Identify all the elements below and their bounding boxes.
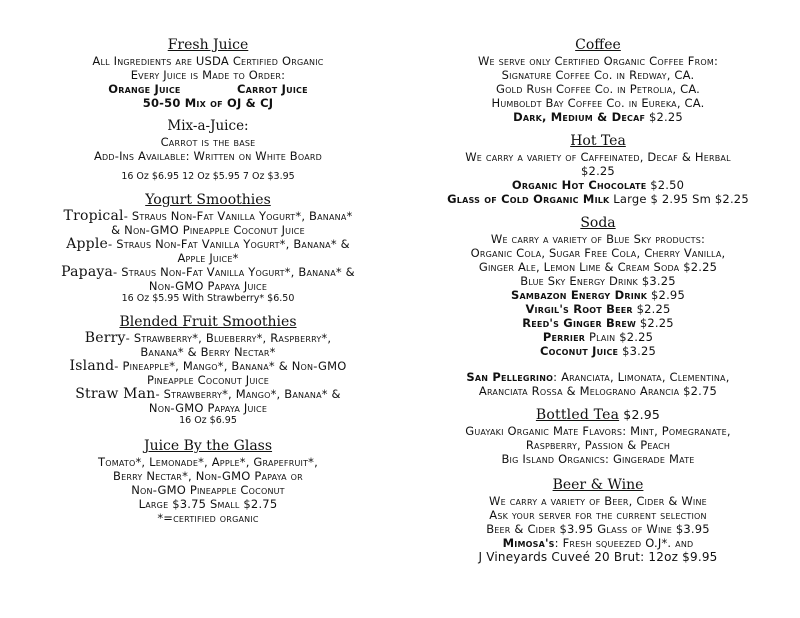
mix-a-juice-line: Add-Ins Available: Written on White Board — [93, 149, 323, 163]
coffee-line: We serve only Certified Organic Coffee From: — [477, 54, 719, 68]
smoothie-item — [8, 265, 408, 279]
smoothie-desc: - Straus Non-Fat Vanilla Yogurt*, Banana* — [123, 209, 353, 223]
mimosa-label: Mimosa's — [502, 536, 555, 550]
juice-by-glass-title: Juice By the Glass — [143, 438, 273, 454]
cold-milk-price: Large $ 2.95 Sm $2.25 — [609, 192, 749, 206]
brut-line: J Vineyards Cuveé 20 Brut: 12oz $9.95 — [478, 550, 718, 564]
beer-wine-title: Beer & Wine — [552, 477, 644, 493]
carrot-juice: Carrot Juice — [237, 82, 308, 96]
smoothie-name: Apple — [66, 236, 108, 252]
coffee-sizes-label: Dark, Medium & Decaf — [513, 110, 646, 124]
pellegrino-line: Aranciata Rossa & Melograno Arancia $2.75 — [478, 384, 718, 398]
smoothie-desc: - Straus Non-Fat Vanilla Yogurt*, Banana* & — [113, 265, 355, 279]
smoothie-name: Island — [69, 358, 115, 374]
coffee-price: $2.25 — [645, 110, 683, 124]
juice-glass-line: Non-GMO Pineapple Coconut — [131, 483, 285, 497]
coffee-line: Humboldt Bay Coffee Co. in Eureka, CA. — [491, 96, 705, 110]
hot-chocolate — [402, 178, 794, 192]
mix-a-juice-line: Carrot is the base — [160, 135, 256, 149]
soda-line: Blue Sky Energy Drink $3.25 — [520, 274, 676, 288]
bottled-tea-line: Guayaki Organic Mate Flavors: Mint, Pomegranate, — [465, 424, 731, 438]
smoothie-item — [8, 331, 408, 345]
yogurt-prices: 16 Oz $5.95 With Strawberry* $6.50 — [121, 293, 295, 304]
smoothie-desc-line: Pineapple Coconut Juice — [146, 373, 270, 387]
smoothie-name: Tropical — [63, 208, 124, 224]
blended-smoothies-title: Blended Fruit Smoothies — [119, 314, 297, 330]
soda-item — [402, 302, 794, 316]
soda-item-name: Perrier — [542, 330, 586, 344]
left-column — [8, 36, 408, 525]
hot-chocolate-price: $2.50 — [646, 178, 685, 192]
soda-item — [402, 330, 794, 344]
pellegrino-label: San Pellegrino — [466, 370, 554, 384]
smoothie-desc-line: Apple Juice* — [177, 251, 239, 265]
mix-a-juice-title: Mix-a-Juice: — [167, 118, 249, 134]
juice-glass-prices: Large $3.75 Small $2.75 — [138, 497, 278, 511]
coffee-line: Gold Rush Coffee Co. in Petrolia, CA. — [495, 82, 701, 96]
cold-milk — [402, 192, 794, 206]
soda-item-name: Sambazon Energy Drink — [511, 288, 648, 302]
smoothie-name: Berry — [84, 330, 126, 346]
soda-item-price: $3.25 — [618, 344, 657, 358]
bottled-tea-line: Big Island Organics: Gingerade Mate — [501, 452, 695, 466]
blended-prices: 16 Oz $6.95 — [179, 415, 237, 426]
coffee-line: Signature Coffee Co. in Redway, CA. — [501, 68, 695, 82]
smoothie-item — [8, 209, 408, 223]
smoothie-name: Papaya — [61, 264, 114, 280]
soda-item-price: $2.95 — [647, 288, 685, 302]
coffee-title: Coffee — [575, 37, 621, 53]
bottled-tea-line: Raspberry, Passion & Peach — [525, 438, 671, 452]
mimosa-desc: : Fresh squeezed O.J*. and — [554, 536, 694, 550]
beer-wine-line: We carry a variety of Beer, Cider & Wine — [489, 494, 707, 508]
smoothie-item — [8, 387, 408, 401]
soda-line: We carry a variety of Blue Sky products: — [490, 232, 706, 246]
fresh-juice-line: All Ingredients are USDA Certified Organic — [92, 54, 324, 68]
juice-glass-line: Berry Nectar*, Non-GMO Papaya or — [113, 469, 303, 483]
soda-line: Organic Cola, Sugar Free Cola, Cherry Vanilla, — [470, 246, 726, 260]
pellegrino-flavors: : Aranciata, Limonata, Clementina, — [553, 370, 730, 384]
smoothie-desc-line: Non-GMO Papaya Juice — [148, 279, 268, 293]
organic-footnote: *=certified organic — [157, 511, 259, 525]
smoothie-name: Straw Man — [75, 386, 156, 402]
bottled-tea-price: $2.95 — [619, 407, 661, 422]
smoothie-desc: - Strawberry*, Blueberry*, Raspberry*, — [125, 331, 332, 345]
smoothie-desc: - Straus Non-Fat Vanilla Yogurt*, Banana* & — [108, 237, 350, 251]
soda-item-name: Virgil's Root Beer — [525, 302, 633, 316]
soda-item-name: Reed's Ginger Brew — [522, 316, 637, 330]
cold-milk-label: Glass of Cold Organic Milk — [447, 192, 610, 206]
smoothie-desc: - Strawberry*, Mango*, Banana* & — [155, 387, 341, 401]
soda-item-name: Coconut Juice — [539, 344, 619, 358]
yogurt-smoothies-title: Yogurt Smoothies — [145, 192, 271, 208]
soda-item-price: $2.25 — [636, 316, 674, 330]
soda-line: Ginger Ale, Lemon Lime & Cream Soda $2.25 — [478, 260, 718, 274]
right-column — [402, 36, 794, 564]
smoothie-desc-line: Banana* & Berry Nectar* — [140, 345, 276, 359]
pellegrino-line — [402, 370, 794, 384]
smoothie-desc: - Pineapple*, Mango*, Banana* & Non-GMO — [114, 359, 347, 373]
soda-item — [402, 288, 794, 302]
mix-option: 50-50 Mix of OJ & CJ — [142, 96, 274, 110]
smoothie-desc-line: Non-GMO Papaya Juice — [148, 401, 268, 415]
smoothie-desc-line: & Non-GMO Pineapple Coconut Juice — [111, 223, 305, 237]
mix-a-juice-prices: 16 Oz $6.95 12 Oz $5.95 7 Oz $3.95 — [121, 171, 295, 182]
hot-tea-title: Hot Tea — [570, 133, 626, 149]
beer-wine-line: Ask your server for the current selection — [489, 508, 707, 522]
fresh-juice-line: Every Juice is Made to Order: — [130, 68, 286, 82]
soda-item — [402, 316, 794, 330]
soda-item-price: Plain $2.25 — [585, 330, 654, 344]
soda-title: Soda — [580, 215, 616, 231]
hot-tea-price: $2.25 — [581, 164, 615, 178]
bottled-tea-title: Bottled Tea — [535, 407, 620, 423]
soda-item — [402, 344, 794, 358]
fresh-juice-title: Fresh Juice — [167, 37, 249, 53]
beer-wine-prices: Beer & Cider $3.95 Glass of Wine $3.95 — [486, 522, 710, 536]
mimosa-line — [402, 536, 794, 550]
hot-chocolate-label: Organic Hot Chocolate — [511, 178, 647, 192]
fresh-juice-options — [8, 82, 408, 96]
bottled-tea-heading — [402, 406, 794, 424]
smoothie-item — [8, 237, 408, 251]
smoothie-item — [8, 359, 408, 373]
orange-juice: Orange Juice — [108, 82, 181, 96]
coffee-sizes — [402, 110, 794, 124]
soda-item-price: $2.25 — [632, 302, 671, 316]
juice-glass-line: Tomato*, Lemonade*, Apple*, Grapefruit*, — [98, 455, 318, 469]
hot-tea-line: We carry a variety of Caffeinated, Decaf & Herbal — [465, 150, 731, 164]
